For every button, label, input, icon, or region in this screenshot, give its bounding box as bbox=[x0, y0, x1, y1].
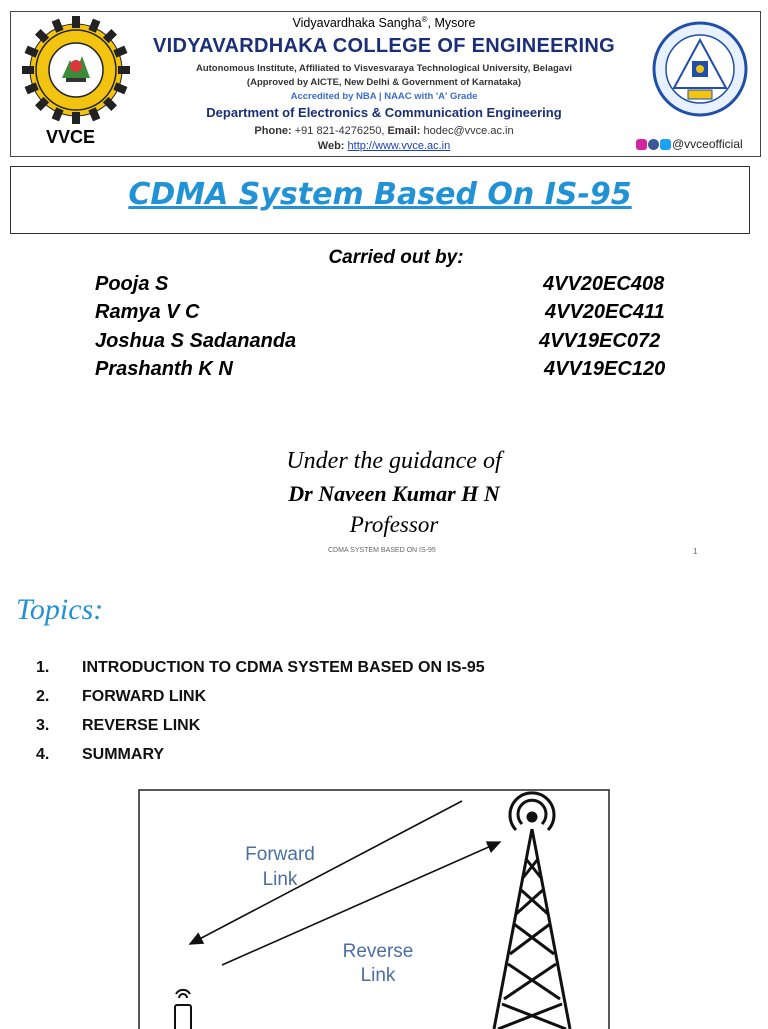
reverse-label-line1: Reverse bbox=[342, 941, 414, 962]
topic-item: FORWARD LINK bbox=[82, 688, 207, 705]
topic-number: 2. bbox=[36, 688, 50, 705]
guide-name: Dr Naveen Kumar H N bbox=[288, 481, 500, 506]
reverse-label-line2: Link bbox=[360, 965, 396, 986]
student-usn: 4VV20EC408 bbox=[543, 273, 665, 295]
affiliation-line: Autonomous Institute, Affiliated to Visvesvaraya Technological University, Belagavi bbox=[195, 63, 573, 74]
twitter-icon bbox=[660, 139, 671, 150]
sangha-line: Vidyavardhaka Sangha®, Mysore bbox=[292, 15, 476, 31]
student-usn: 4VV19EC120 bbox=[544, 358, 666, 380]
website-link[interactable]: http://www.vvce.ac.in bbox=[347, 140, 451, 152]
page-number: 1 bbox=[693, 547, 698, 556]
social-handles: @vvceofficial bbox=[636, 137, 743, 151]
student-name: Prashanth K N bbox=[95, 358, 233, 380]
student-name: Pooja S bbox=[95, 273, 169, 295]
website-line: Web: http://www.vvce.ac.in bbox=[317, 140, 451, 152]
college-name: VIDYAVARDHAKA COLLEGE OF ENGINEERING bbox=[153, 35, 615, 57]
slide-title: CDMA System Based On IS-95 bbox=[128, 177, 632, 212]
guidance-line: Under the guidance of bbox=[286, 448, 502, 474]
forward-reverse-link-diagram bbox=[138, 789, 610, 1029]
topic-number: 3. bbox=[36, 717, 50, 734]
topic-item: SUMMARY bbox=[82, 746, 165, 763]
ece-department-logo bbox=[652, 20, 748, 118]
forward-label-line1: Forward bbox=[245, 844, 315, 865]
student-name: Joshua S Sadananda bbox=[95, 330, 297, 352]
slide-footer: CDMA SYSTEM BASED ON IS-95 bbox=[328, 547, 436, 554]
instagram-icon bbox=[636, 139, 647, 150]
topic-number: 1. bbox=[36, 659, 50, 676]
student-usn: 4VV19EC072 bbox=[539, 330, 661, 352]
guide-title: Professor bbox=[349, 512, 439, 537]
topic-item: INTRODUCTION TO CDMA SYSTEM BASED ON IS-95 bbox=[82, 659, 485, 676]
facebook-icon bbox=[648, 139, 659, 150]
accreditation-line: Accredited by NBA | NAAC with 'A' Grade bbox=[290, 91, 478, 102]
contact-line: Phone: +91 821-4276250, Email: hodec@vvce.ac.in bbox=[254, 125, 514, 137]
topics-heading: Topics: bbox=[16, 593, 104, 626]
approval-line: (Approved by AICTE, New Delhi & Government of Karnataka) bbox=[246, 77, 522, 88]
student-usn: 4VV20EC411 bbox=[545, 301, 665, 323]
topic-item: REVERSE LINK bbox=[82, 717, 201, 734]
diagram-frame bbox=[139, 790, 609, 1029]
forward-label-line2: Link bbox=[262, 869, 298, 890]
vvce-logo-label: VVCE bbox=[46, 127, 96, 147]
carried-out-by-label: Carried out by: bbox=[328, 247, 464, 268]
department-name: Department of Electronics & Communication Engineering bbox=[206, 105, 562, 120]
student-name: Ramya V C bbox=[95, 301, 200, 323]
topic-number: 4. bbox=[36, 746, 50, 763]
